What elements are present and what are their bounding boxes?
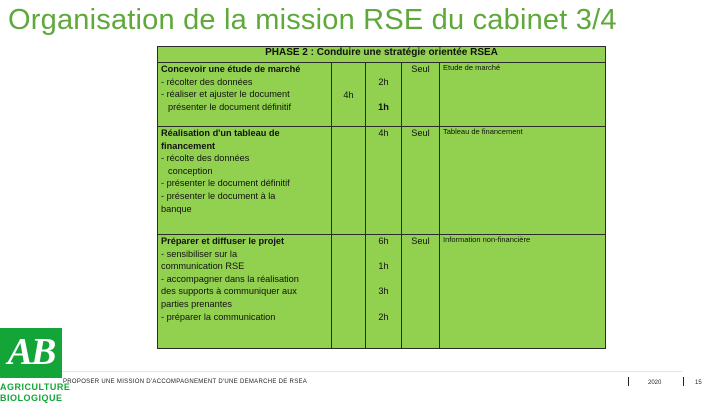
- total-hours: 4h: [343, 90, 354, 100]
- hours-value: [366, 88, 401, 101]
- ab-logo-line2: BIOLOGIQUE: [0, 393, 63, 403]
- footer-separator: [628, 377, 629, 386]
- footer-divider: [62, 371, 682, 372]
- footer-separator: [683, 377, 684, 386]
- task-title: Réalisation d'un tableau de: [161, 128, 280, 138]
- who-cell: [402, 127, 440, 235]
- total-cell: [332, 235, 366, 349]
- task-line: - préparer la communication: [161, 311, 276, 322]
- hours-value: 4h: [378, 128, 389, 138]
- hours-value: [366, 63, 401, 76]
- task-line: - réaliser et ajuster le document: [161, 89, 290, 100]
- hours-value: 2h: [378, 311, 389, 322]
- ab-logo-line1: AGRICULTURE: [0, 382, 71, 392]
- task-cell: [158, 127, 332, 235]
- hours-value: 1h: [378, 101, 389, 112]
- task-line: présenter le document définitif: [168, 101, 292, 112]
- task-line: - récolter des données: [161, 76, 253, 87]
- task-title: Préparer et diffuser le projet: [161, 236, 285, 246]
- deliverable-cell: [440, 63, 606, 127]
- who-cell: [402, 63, 440, 127]
- total-cell: [332, 127, 366, 235]
- task-line: banque: [161, 203, 192, 214]
- hours-cell: [366, 127, 402, 235]
- who-value: Seul: [411, 128, 430, 138]
- hours-value: 1h: [378, 261, 389, 272]
- who-value: Seul: [411, 236, 430, 246]
- deliverable-cell: [440, 235, 606, 349]
- task-line: communication RSE: [161, 261, 245, 272]
- task-line: - présenter le document définitif: [161, 178, 290, 189]
- task-line: - présenter le document à la: [161, 190, 276, 201]
- page-number: 15: [695, 380, 702, 386]
- hours-value: [366, 248, 401, 261]
- hours-value: 2h: [378, 76, 389, 87]
- task-line: des supports à communiquer aux: [161, 286, 297, 297]
- task-cell: [158, 63, 332, 127]
- hours-value: 3h: [378, 286, 389, 297]
- who-value: Seul: [411, 64, 430, 74]
- hours-cell: [366, 63, 402, 127]
- slide-title: Organisation de la mission RSE du cabinet 3/4: [8, 4, 617, 36]
- task-title: financement: [161, 140, 216, 151]
- deliverable-value: Tableau de financement: [443, 127, 523, 136]
- deliverable-value: Information non-financière: [443, 235, 531, 244]
- task-line: - sensibiliser sur la: [161, 248, 238, 259]
- deliverable-value: Etude de marché: [443, 63, 501, 72]
- hours-value: 6h: [378, 236, 389, 246]
- ab-logo-box: [0, 328, 62, 378]
- phase-table: [157, 46, 605, 348]
- task-title: Concevoir une étude de marché: [161, 64, 301, 74]
- task-cell: [158, 235, 332, 349]
- who-cell: [402, 235, 440, 349]
- hours-cell: [366, 235, 402, 349]
- hours-value: [366, 298, 401, 311]
- table-header: PHASE 2 : Conduire une stratégie orientée RSEA: [158, 47, 606, 63]
- task-line: parties prenantes: [161, 298, 232, 309]
- ab-logo: [0, 328, 71, 405]
- total-cell: [332, 63, 366, 127]
- hours-value: [366, 273, 401, 286]
- footer-caption: PROPOSER UNE MISSION D'ACCOMPAGNEMENT D'UNE DEMARCHE DE RSEA: [63, 379, 308, 385]
- ab-logo-letters: AB: [7, 331, 55, 373]
- deliverable-cell: [440, 127, 606, 235]
- task-line: - accompagner dans la réalisation: [161, 273, 299, 284]
- task-line: conception: [168, 165, 213, 176]
- footer-year: 2020: [648, 380, 662, 386]
- task-line: - récolte des données: [161, 153, 250, 164]
